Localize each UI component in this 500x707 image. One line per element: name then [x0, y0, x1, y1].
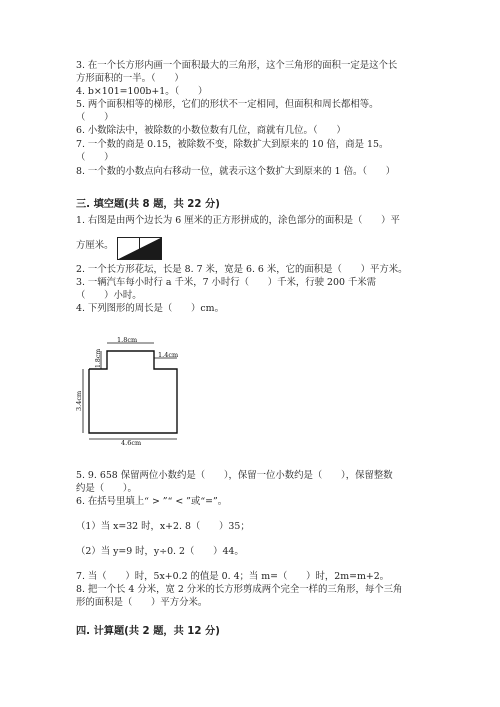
fill-q1-line2: 方厘米。: [76, 240, 114, 251]
judge-q7-line2: （ ）: [76, 152, 114, 163]
fill-q3-line2: （ ）小时。: [76, 290, 142, 301]
two-squares-figure: [117, 237, 163, 261]
fill-q3-line1: 3. 一辆汽车每小时行 a 千米，7 小时行（ ）千米，行驶 200 千米需: [76, 277, 377, 288]
judge-q3-line1: 3. 在一个长方形内画一个面积最大的三角形，这个三角形的面积一定是这个长: [76, 60, 398, 71]
section4-heading: 四. 计算题(共 2 题，共 12 分): [76, 626, 220, 637]
judge-q6: 6. 小数除法中，被除数的小数位数有几位，商就有几位。（ ）: [76, 125, 346, 136]
section3-heading: 三. 填空题(共 8 题，共 22 分): [76, 199, 220, 210]
judge-q7-line1: 7. 一个数的商是 0.15，被除数不变，除数扩大到原来的 10 倍，商是 15。: [76, 139, 389, 150]
label-top-mid: 1.8cm: [117, 336, 138, 344]
label-left: 3.4cm: [75, 390, 83, 411]
fill-q8-line1: 8. 把一个长 4 分米，宽 2 分米的长方形剪成两个完全一样的三角形，每个三角: [76, 584, 403, 595]
fill-q5-line1: 5. 9. 658 保留两位小数约是（ ），保留一位小数约是（ ），保留整数: [76, 470, 393, 481]
judge-q5-line2: （ ）: [76, 112, 114, 123]
fill-q6-b: （2）当 y=9 时，y÷0. 2（ ）44。: [76, 546, 244, 557]
judge-q5-line1: 5. 两个面积相等的梯形，它们的形状不一定相同，但面积和周长都相等。: [76, 99, 379, 110]
judge-q3-line2: 方形面积的一半。（ ）: [76, 73, 184, 84]
label-bottom: 4.6cm: [121, 439, 142, 447]
fill-q1-line1: 1. 右图是由两个边长为 6 厘米的正方形拼成的，涂色部分的面积是（ ）平: [76, 215, 400, 226]
fill-q6-a: （1）当 x=32 时，x+2. 8（ ）35；: [76, 521, 250, 532]
label-top-right: 1.4cm: [158, 351, 179, 359]
fill-q6: 6. 在括号里填上“ > ”“ < ”或“=”。: [76, 496, 228, 507]
figure-outline: [89, 348, 177, 433]
fill-q8-line2: 形的面积是（ ）平方分米。: [76, 597, 208, 608]
judge-q8: 8. 一个数的小数点向右移动一位，就表示这个数扩大到原来的 1 倍。（ ）: [76, 166, 396, 177]
perimeter-figure: [74, 333, 194, 448]
fill-q5-line2: 约是（ ）。: [76, 483, 137, 494]
fill-q4: 4. 下列图形的周长是（ ）cm。: [76, 303, 224, 314]
fill-q2: 2. 一个长方形花坛，长是 8. 7 米，宽是 6. 6 米，它的面积是（ ）平方米。: [76, 264, 408, 275]
label-top-left: 1.8cm: [95, 348, 102, 368]
fill-q7: 7. 当（ ）时，5x+0.2 的值是 0. 4；当 m=（ ）时，2m=m+2。: [76, 571, 390, 582]
judge-q4: 4. b×101=100b+1。（ ）: [76, 86, 208, 97]
